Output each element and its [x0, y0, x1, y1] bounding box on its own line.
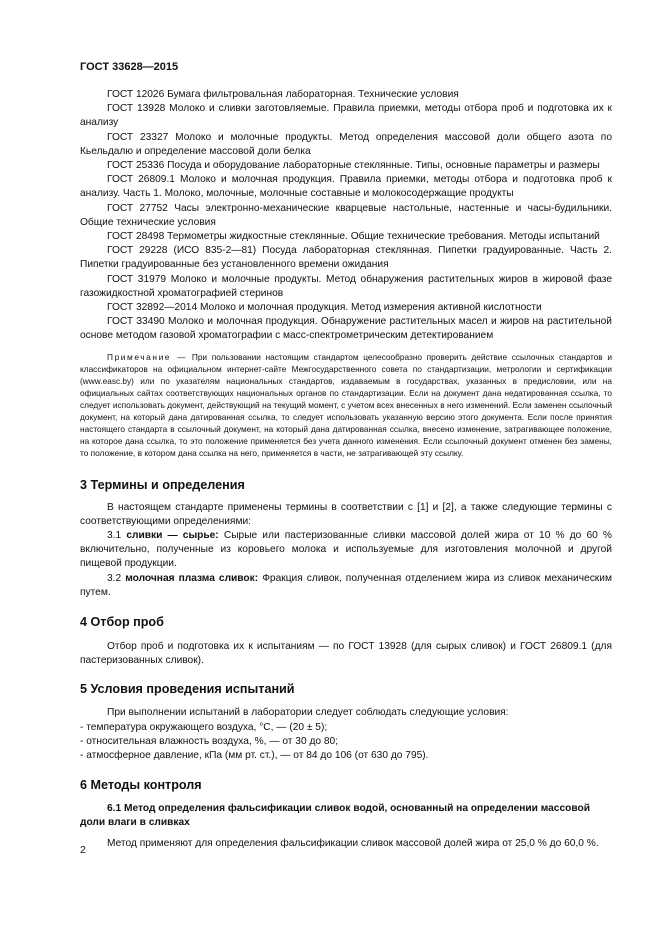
term-3-2 — [80, 572, 612, 600]
reference-item: ГОСТ 23327 Молоко и молочные продукты. Метод определения массовой доли общего азота по Кьельдалю и определение массовой доли белка — [80, 131, 612, 157]
reference-item: ГОСТ 25336 Посуда и оборудование лабораторные стеклянные. Типы, основные параметры и размеры — [107, 160, 600, 172]
term-number: 3.1 — [107, 529, 122, 541]
section-3-intro: В настоящем стандарте применены термины в соответствии с [1] и [2], а также следующие термины с соответствующими определениями: — [80, 501, 612, 527]
term-number: 3.2 — [107, 572, 122, 584]
term-definition: Фракция сливок, полученная отделением жира из сливок механическим путем. — [80, 572, 612, 598]
section-4-title: 4 Отбор проб — [80, 614, 164, 629]
page-number: 2 — [80, 844, 86, 856]
condition-item: - относительная влажность воздуха, %, — от 30 до 80; — [80, 735, 339, 747]
reference-item: ГОСТ 29228 (ИСО 835-2—81) Посуда лабораторная стеклянная. Пипетки градуированные. Часть 2. Пипетки градуированные без установленного времени ожидания — [80, 245, 612, 271]
reference-item: ГОСТ 28498 Термометры жидкостные стеклянные. Общие технические требования. Методы испытаний — [107, 231, 600, 243]
term-name: сливки — сырье: — [126, 529, 219, 541]
reference-item: ГОСТ 26809.1 Молоко и молочная продукция. Правила приемки, методы отбора и подготовка проб к анализу. Часть 1. Молоко, молочные, молочные составные и молокосодержащие продукты — [80, 174, 612, 200]
term-3-1 — [80, 529, 612, 572]
section-4-text: Отбор проб и подготовка их к испытаниям — по ГОСТ 13928 (для сырых сливок) и ГОСТ 26809.1 (для пастеризованных сливок). — [80, 640, 612, 667]
document-body — [80, 88, 612, 851]
reference-item: ГОСТ 12026 Бумага фильтровальная лабораторная. Технические условия — [107, 89, 459, 100]
reference-item: ГОСТ 32892—2014 Молоко и молочная продукция. Метод измерения активной кислотности — [107, 302, 542, 314]
note-text: При пользовании настоящим стандартом целесообразно проверить действие ссылочных стандартов и классификаторов на официальном интернет-сайте Межгосударственного совета по стандартизации, метрологии и сертификации (www.easc.by) или по указателям национальных стандартов, издаваемым в государствах, указанных в предисловии, или на официальных сайтах соответствующих национальных органов по стандартизации. Если на документ дана недатированная ссылка, то следует использовать документ, действующий на текущий момент, с учетом всех внесенных в него изменений. Если заменен ссылочный документ, на который дана датированная ссылка, то следует использовать указанную версию этого документа. Если после принятия настоящего стандарта в ссылочный документ, на который дана датированная ссылка, внесено изменение, затрагивающее положение, на которое дана ссылка, то это положение применяется без учета данного изменения. Если ссылочный документ отменен без замены, то положение, в котором дана ссылка на него, применяется в части, не затрагивающей эту ссылку. — [80, 351, 612, 459]
reference-item: ГОСТ 31979 Молоко и молочные продукты. Метод обнаружения растительных жиров в жировой фазе газожидкостной хроматографией стеринов — [80, 273, 612, 299]
term-definition: Сырые или пастеризованные сливки массовой долей жира от 10 % до 60 % включительно, полученные из коровьего молока и используемые для изготовления молочной и другой пищевой продукции. — [80, 529, 612, 570]
condition-item: - температура окружающего воздуха, °С, — (20 ± 5); — [80, 721, 328, 733]
condition-item: - атмосферное давление, кПа (мм рт. ст.), — от 84 до 106 (от 630 до 795). — [80, 749, 429, 761]
section-6-title: 6 Методы контроля — [80, 778, 202, 793]
reference-item: ГОСТ 13928 Молоко и сливки заготовляемые. Правила приемки, методы отбора проб и подготовка их к анализу — [80, 103, 612, 129]
document-code-header: ГОСТ 33628—2015 — [80, 61, 179, 73]
reference-item: ГОСТ 33490 Молоко и молочная продукция. Обнаружение растительных масел и жиров на растительной основе методом газовой хроматографии с масс-спектрометрическим детектированием — [80, 316, 612, 342]
section-3-title: 3 Термины и определения — [80, 477, 245, 492]
note-label: Примечание — — [107, 351, 188, 362]
subsection-6-1-text: Метод применяют для определения фальсификации сливок массовой долей жира от 25,0 % до 60,0 %. — [107, 837, 599, 849]
section-5-intro: При выполнении испытаний в лаборатории следует соблюдать следующие условия: — [107, 707, 509, 719]
term-name: молочная плазма сливок: — [125, 572, 259, 584]
subsection-6-1-title: 6.1 Метод определения фальсификации сливок водой, основанный на определении массовой доли влаги в сливках — [80, 803, 590, 829]
section-5-title: 5 Условия проведения испытаний — [80, 682, 295, 697]
note-paragraph — [80, 351, 612, 460]
references-list — [80, 88, 612, 344]
reference-item: ГОСТ 27752 Часы электронно-механические кварцевые настольные, настенные и часы-будильники. Общие технические условия — [80, 202, 612, 228]
